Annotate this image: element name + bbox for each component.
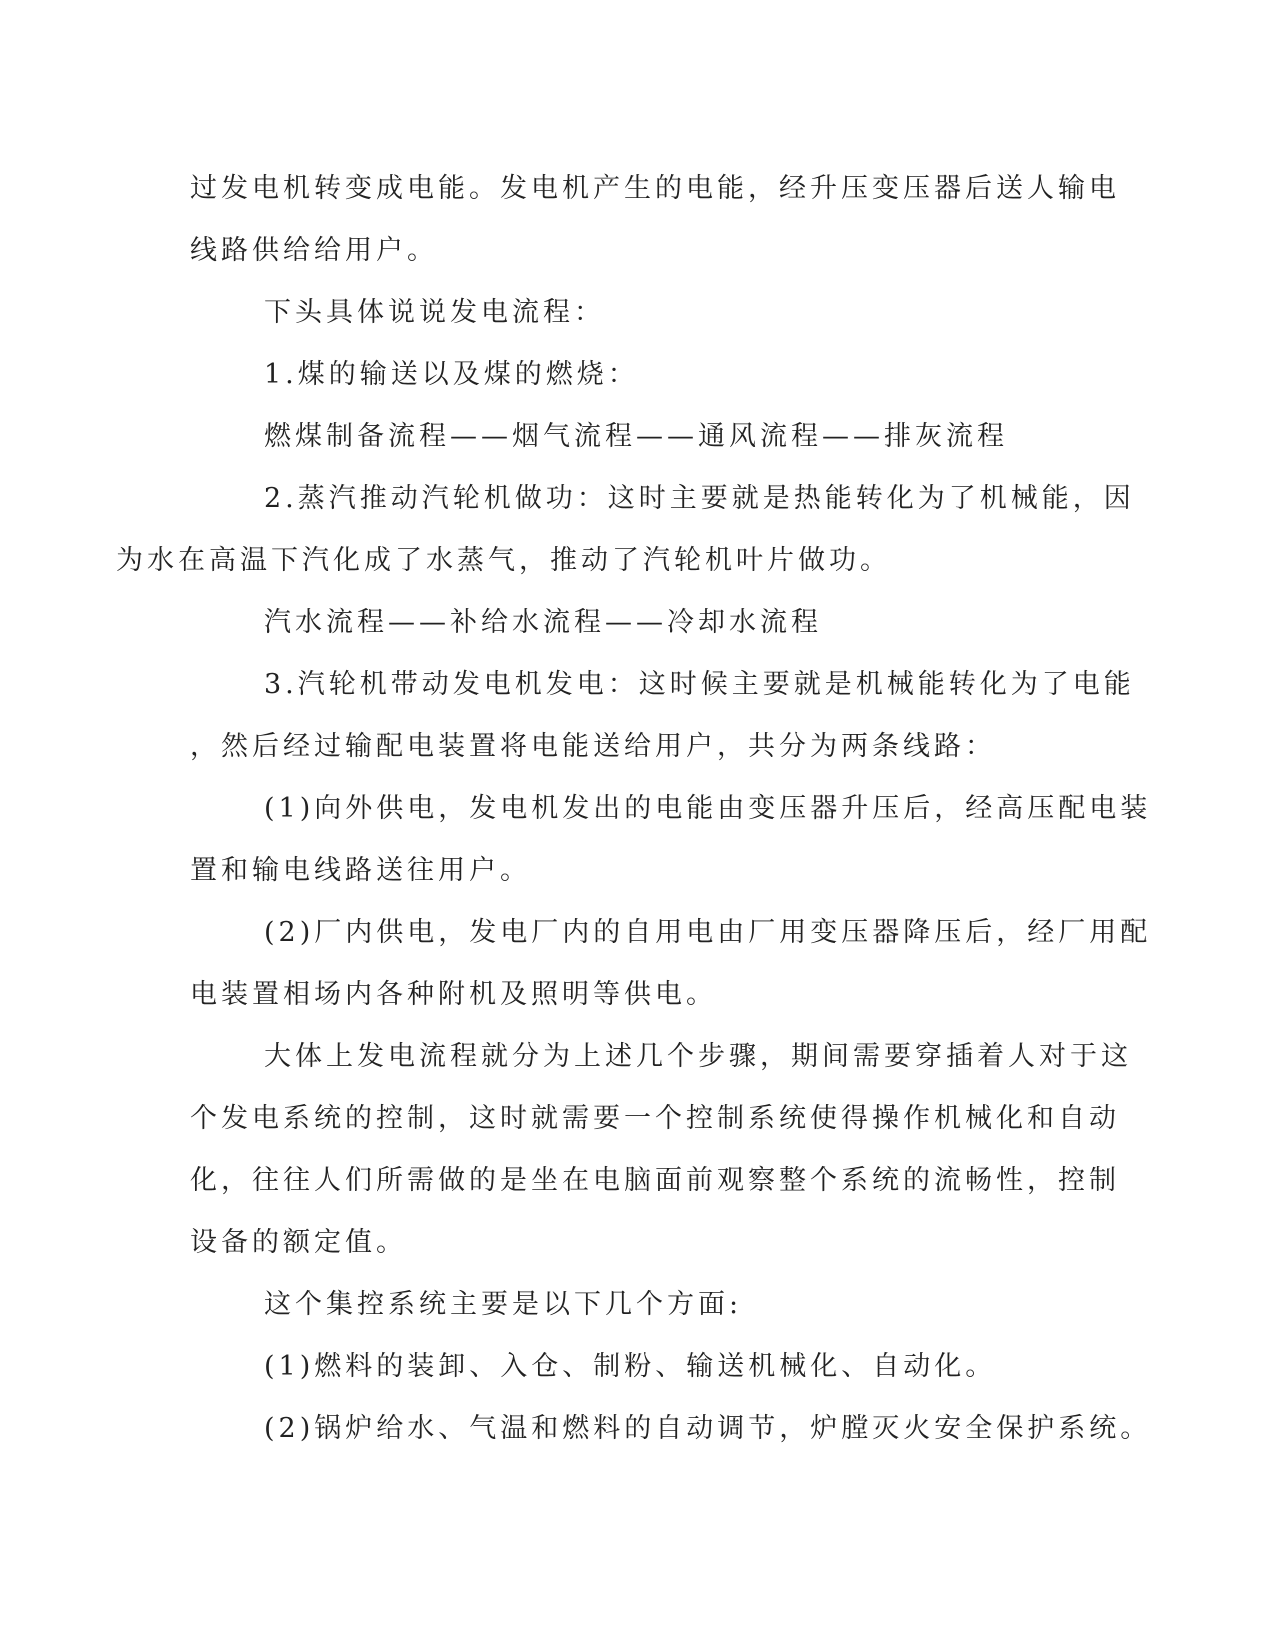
text-line: 设备的额定值。 [190, 1227, 407, 1258]
text-line: 个发电系统的控制，这时就需要一个控制系统使得操作机械化和自动 [190, 1103, 1120, 1134]
text-line: 这个集控系统主要是以下几个方面: [264, 1289, 743, 1320]
paragraph-aspect-1 [190, 1336, 1090, 1398]
paragraph-aspect-2 [190, 1398, 1152, 1460]
text-line: 为水在高温下汽化成了水蒸气，推动了汽轮机叶片做功。 [116, 545, 891, 576]
paragraph-internal-supply [190, 902, 1152, 1026]
text-line: 汽水流程——补给水流程——冷却水流程 [264, 607, 822, 638]
text-line: 燃煤制备流程——烟气流程——通风流程——排灰流程 [264, 421, 1008, 452]
text-line: 过发电机转变成电能。发电机产生的电能，经升压变压器后送人输电 [190, 173, 1120, 204]
text-line: 化，往往人们所需做的是坐在电脑面前观察整个系统的流畅性，控制 [190, 1165, 1120, 1196]
text-line: (1)燃料的装卸、入仓、制粉、输送机械化、自动化。 [264, 1351, 997, 1382]
text-line: 置和输电线路送往用户。 [190, 855, 531, 886]
text-line: (2)厂内供电，发电厂内的自用电由厂用变压器降压后，经厂用配 [264, 917, 1152, 948]
paragraph-step-3 [190, 654, 1135, 778]
text-line: 下头具体说说发电流程： [264, 297, 605, 328]
text-line: 1.煤的输送以及煤的燃烧： [264, 359, 639, 390]
text-line: 电装置相场内各种附机及照明等供电。 [190, 979, 717, 1010]
paragraph-step-1-flow [190, 406, 1090, 468]
text-line: 线路供给给用户。 [190, 235, 438, 266]
paragraph-step-1-title [190, 344, 1090, 406]
paragraph-control-overview [190, 1026, 1132, 1274]
paragraph-step-2-flow [190, 592, 1090, 654]
paragraph-step-2 [116, 468, 1135, 592]
paragraph-process-heading [190, 282, 1090, 344]
paragraph-control-aspects [190, 1274, 1090, 1336]
text-line: (1)向外供电，发电机发出的电能由变压器升压后，经高压配电装 [264, 793, 1152, 824]
text-line: 3.汽轮机带动发电机发电：这时候主要就是机械能转化为了电能 [264, 669, 1135, 700]
text-line: 大体上发电流程就分为上述几个步骤，期间需要穿插着人对于这 [264, 1041, 1132, 1072]
text-line: 2.蒸汽推动汽轮机做功：这时主要就是热能转化为了机械能，因 [264, 483, 1135, 514]
document-body [116, 158, 1152, 1460]
paragraph-intro [190, 158, 1120, 282]
paragraph-external-supply [190, 778, 1152, 902]
text-line: (2)锅炉给水、气温和燃料的自动调节，炉膛灭火安全保护系统。 [264, 1413, 1152, 1444]
text-line: ，然后经过输配电装置将电能送给用户，共分为两条线路： [190, 731, 996, 762]
